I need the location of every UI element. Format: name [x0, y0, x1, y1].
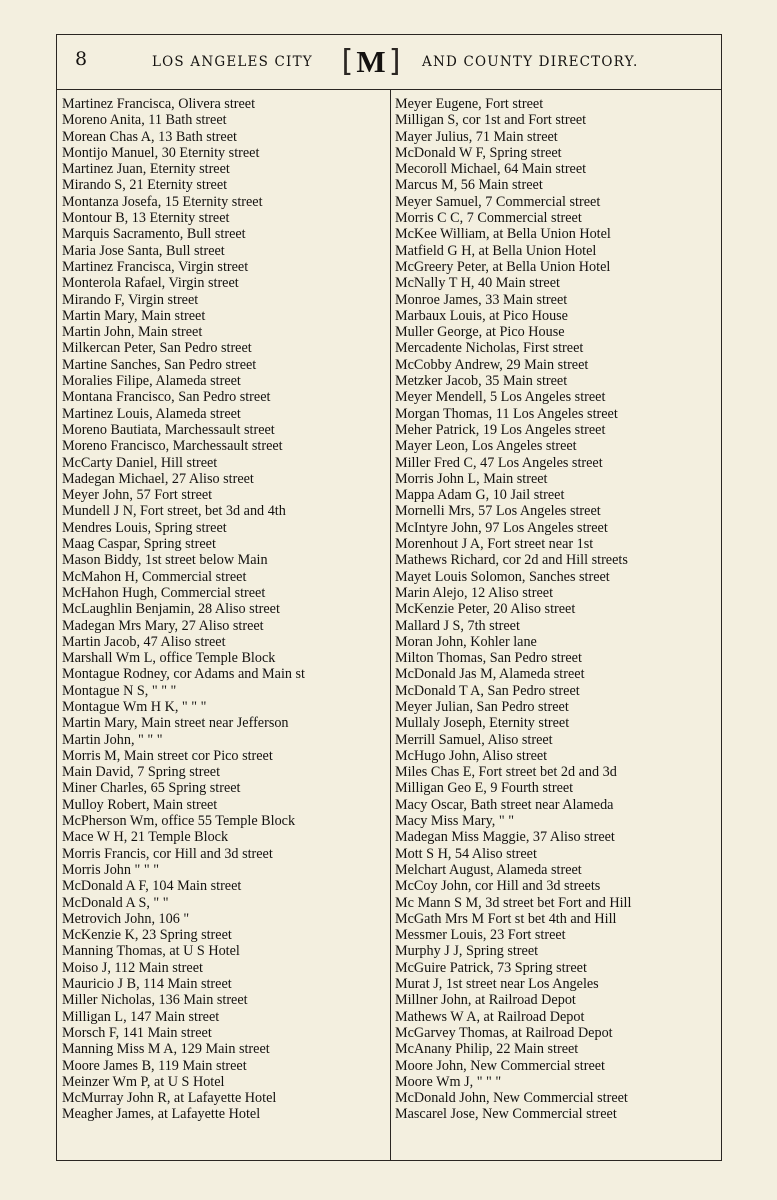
directory-entry: Melchart August, Alameda street: [395, 861, 582, 878]
directory-entry: Milkercan Peter, San Pedro street: [62, 340, 252, 357]
directory-entry: McCoy John, cor Hill and 3d streets: [395, 878, 601, 895]
directory-entry: Mathews Richard, cor 2d and Hill streets: [395, 552, 628, 569]
directory-entry: Mercadente Nicholas, First street: [395, 340, 584, 357]
page-number: 8: [75, 48, 88, 70]
directory-entry: Madegan Mrs Mary, 27 Aliso street: [62, 617, 264, 634]
directory-entry: Moore John, New Commercial street: [395, 1057, 605, 1074]
directory-entry: Mascarel Jose, New Commercial street: [395, 1106, 617, 1123]
directory-entry: Mace W H, 21 Temple Block: [62, 829, 229, 846]
directory-entry: Montijo Manuel, 30 Eternity street: [62, 144, 260, 161]
directory-entry: Maria Jose Santa, Bull street: [62, 242, 225, 259]
directory-entry: Morris John L, Main street: [395, 470, 548, 487]
directory-entry: Moiso J, 112 Main street: [62, 959, 203, 976]
directory-entry: Martinez Louis, Alameda street: [62, 405, 241, 422]
directory-entry: McMurray John R, at Lafayette Hotel: [62, 1090, 277, 1107]
directory-entry: Madegan Michael, 27 Aliso street: [62, 470, 254, 487]
directory-entry: Montague Rodney, cor Adams and Main st: [62, 666, 305, 683]
directory-entry: McCobby Andrew, 29 Main street: [395, 356, 589, 373]
directory-entry: Metzker Jacob, 35 Main street: [395, 373, 568, 390]
directory-entry: Mulloy Robert, Main street: [62, 796, 218, 813]
directory-entry: Marbaux Louis, at Pico House: [395, 307, 568, 324]
directory-entry: Morris Francis, cor Hill and 3d street: [62, 845, 273, 862]
directory-entry: Morsch F, 141 Main street: [62, 1024, 212, 1041]
directory-entry: Moran John, Kohler lane: [395, 633, 537, 650]
directory-entry: Mallard J S, 7th street: [395, 617, 520, 634]
directory-entry: Miller Nicholas, 136 Main street: [62, 992, 248, 1009]
directory-entry: Miles Chas E, Fort street bet 2d and 3d: [395, 764, 617, 781]
directory-entry: Metrovich John, 106 ": [62, 910, 190, 927]
directory-entry: Main David, 7 Spring street: [62, 764, 221, 781]
right-column: [395, 96, 719, 1123]
directory-entry: McDonald A F, 104 Main street: [62, 878, 242, 895]
directory-entry: Martin Jacob, 47 Aliso street: [62, 633, 226, 650]
directory-entry: Mott S H, 54 Aliso street: [395, 845, 537, 862]
directory-entry: Morenhout J A, Fort street near 1st: [395, 536, 594, 553]
directory-entry: Montague Wm H K, " " ": [62, 698, 207, 715]
directory-entry: Moreno Anita, 11 Bath street: [62, 112, 227, 129]
directory-entry: McHahon Hugh, Commercial street: [62, 584, 266, 601]
page-frame: [56, 34, 722, 1161]
directory-entry: Martinez Juan, Eternity street: [62, 161, 230, 178]
directory-entry: Moore James B, 119 Main street: [62, 1057, 247, 1074]
directory-entry: Mayer Leon, Los Angeles street: [395, 438, 577, 455]
directory-entry: Meyer John, 57 Fort street: [62, 487, 213, 504]
directory-entry: McPherson Wm, office 55 Temple Block: [62, 813, 296, 830]
directory-entry: Montana Francisco, San Pedro street: [62, 389, 271, 406]
directory-entry: Marquis Sacramento, Bull street: [62, 226, 246, 243]
directory-entry: Mayet Louis Solomon, Sanches street: [395, 568, 610, 585]
directory-entry: McIntyre John, 97 Los Angeles street: [395, 519, 608, 536]
directory-entry: Mappa Adam G, 10 Jail street: [395, 487, 565, 504]
directory-entry: Moralies Filipe, Alameda street: [62, 373, 241, 390]
directory-entry: McCarty Daniel, Hill street: [62, 454, 218, 471]
directory-entry: Martin Mary, Main street near Jefferson: [62, 715, 289, 732]
directory-entry: Martinez Francisca, Olivera street: [62, 96, 256, 112]
directory-entry: Miller Fred C, 47 Los Angeles street: [395, 454, 603, 471]
right-bracket-ornament: ]: [386, 44, 405, 79]
left-column: [62, 96, 386, 1123]
directory-entry: McDonald Jas M, Alameda street: [395, 666, 585, 683]
directory-entry: Morris John " " ": [62, 861, 159, 878]
directory-entry: Mecoroll Michael, 64 Main street: [395, 161, 587, 178]
running-header: [57, 35, 721, 90]
directory-entry: Messmer Louis, 23 Fort street: [395, 927, 566, 944]
directory-entry: Montague N S, " " ": [62, 682, 177, 699]
directory-entry: Mirando S, 21 Eternity street: [62, 177, 228, 194]
directory-entry: Montanza Josefa, 15 Eternity street: [62, 193, 263, 210]
directory-entry: Marshall Wm L, office Temple Block: [62, 650, 276, 667]
directory-entry: Mirando F, Virgin street: [62, 291, 199, 308]
directory-entry: McKenzie Peter, 20 Aliso street: [395, 601, 576, 618]
directory-entry: Manning Miss M A, 129 Main street: [62, 1041, 270, 1058]
directory-entry: Montour B, 13 Eternity street: [62, 210, 230, 227]
directory-entry: Moreno Francisco, Marchessault street: [62, 438, 283, 455]
directory-entry: McGuire Patrick, 73 Spring street: [395, 959, 587, 976]
header-title-right: AND COUNTY DIRECTORY.: [422, 54, 639, 70]
directory-entry: Martin John, Main street: [62, 324, 203, 341]
directory-entry: Macy Oscar, Bath street near Alameda: [395, 796, 614, 813]
directory-entry: McHugo John, Aliso street: [395, 747, 548, 764]
header-title-left: LOS ANGELES CITY: [152, 54, 313, 70]
column-divider: [390, 89, 391, 1160]
directory-entry: Miner Charles, 65 Spring street: [62, 780, 241, 797]
directory-entry: McGreery Peter, at Bella Union Hotel: [395, 258, 611, 275]
directory-entry: McDonald John, New Commercial street: [395, 1090, 628, 1107]
directory-entry: McMahon H, Commercial street: [62, 568, 247, 585]
section-letter: M: [356, 44, 386, 79]
directory-entry: Mundell J N, Fort street, bet 3d and 4th: [62, 503, 286, 520]
directory-entry: Monterola Rafael, Virgin street: [62, 275, 239, 292]
directory-entry: Murat J, 1st street near Los Angeles: [395, 976, 599, 993]
directory-entry: McGarvey Thomas, at Railroad Depot: [395, 1024, 613, 1041]
directory-entry: Mullaly Joseph, Eternity street: [395, 715, 570, 732]
directory-entry: Merrill Samuel, Aliso street: [395, 731, 553, 748]
directory-entry: Martin John, " " ": [62, 731, 163, 748]
directory-entry: Meagher James, at Lafayette Hotel: [62, 1106, 261, 1123]
directory-entry: Moore Wm J, " " ": [395, 1073, 502, 1090]
directory-entry: Moreno Bautiata, Marchessault street: [62, 421, 275, 438]
directory-entry: Morris M, Main street cor Pico street: [62, 747, 273, 764]
directory-entry: Morris C C, 7 Commercial street: [395, 210, 582, 227]
directory-entry: Manning Thomas, at U S Hotel: [62, 943, 240, 960]
directory-entry: Meinzer Wm P, at U S Hotel: [62, 1073, 225, 1090]
directory-entry: McDonald T A, San Pedro street: [395, 682, 580, 699]
directory-entry: Mauricio J B, 114 Main street: [62, 976, 232, 993]
directory-entry: Milligan L, 147 Main street: [62, 1008, 220, 1025]
directory-entry: Mayer Julius, 71 Main street: [395, 128, 558, 145]
directory-entry: Matfield G H, at Bella Union Hotel: [395, 242, 597, 259]
directory-entry: Marcus M, 56 Main street: [395, 177, 543, 194]
directory-entry: Martine Sanches, San Pedro street: [62, 356, 257, 373]
directory-entry: Morean Chas A, 13 Bath street: [62, 128, 237, 145]
directory-entry: Meher Patrick, 19 Los Angeles street: [395, 421, 606, 438]
directory-entry: Marin Alejo, 12 Aliso street: [395, 584, 554, 601]
directory-entry: McAnany Philip, 22 Main street: [395, 1041, 579, 1058]
directory-entry: Meyer Samuel, 7 Commercial street: [395, 193, 601, 210]
directory-entry: Macy Miss Mary, " ": [395, 813, 515, 830]
left-bracket-ornament: [: [337, 44, 356, 79]
directory-entry: McDonald A S, " ": [62, 894, 169, 911]
directory-entry: McNally T H, 40 Main street: [395, 275, 560, 292]
directory-entry: Mornelli Mrs, 57 Los Angeles street: [395, 503, 601, 520]
directory-entry: Monroe James, 33 Main street: [395, 291, 568, 308]
directory-entry: Maag Caspar, Spring street: [62, 536, 216, 553]
directory-entry: Morgan Thomas, 11 Los Angeles street: [395, 405, 618, 422]
directory-entry: Meyer Julian, San Pedro street: [395, 698, 569, 715]
directory-entry: Martin Mary, Main street: [62, 307, 206, 324]
directory-entry: McGath Mrs M Fort st bet 4th and Hill: [395, 910, 617, 927]
directory-entry: Meyer Mendell, 5 Los Angeles street: [395, 389, 606, 406]
directory-entry: Mason Biddy, 1st street below Main: [62, 552, 268, 569]
directory-entry: Milton Thomas, San Pedro street: [395, 650, 582, 667]
directory-entry: Milligan Geo E, 9 Fourth street: [395, 780, 574, 797]
directory-entry: Madegan Miss Maggie, 37 Aliso street: [395, 829, 615, 846]
directory-entry: McLaughlin Benjamin, 28 Aliso street: [62, 601, 280, 618]
directory-entry: Milligan S, cor 1st and Fort street: [395, 112, 587, 129]
directory-entry: Muller George, at Pico House: [395, 324, 565, 341]
directory-entry: Murphy J J, Spring street: [395, 943, 539, 960]
section-letter-box: [337, 44, 405, 79]
directory-entry: McDonald W F, Spring street: [395, 144, 562, 161]
directory-entry: Mendres Louis, Spring street: [62, 519, 227, 536]
directory-entry: Martinez Francisca, Virgin street: [62, 258, 249, 275]
directory-entry: McKenzie K, 23 Spring street: [62, 927, 232, 944]
directory-entry: McKee William, at Bella Union Hotel: [395, 226, 611, 243]
directory-entry: Mathews W A, at Railroad Depot: [395, 1008, 585, 1025]
directory-entry: Meyer Eugene, Fort street: [395, 96, 544, 112]
directory-entry: Millner John, at Railroad Depot: [395, 992, 576, 1009]
directory-entry: Mc Mann S M, 3d street bet Fort and Hill: [395, 894, 632, 911]
